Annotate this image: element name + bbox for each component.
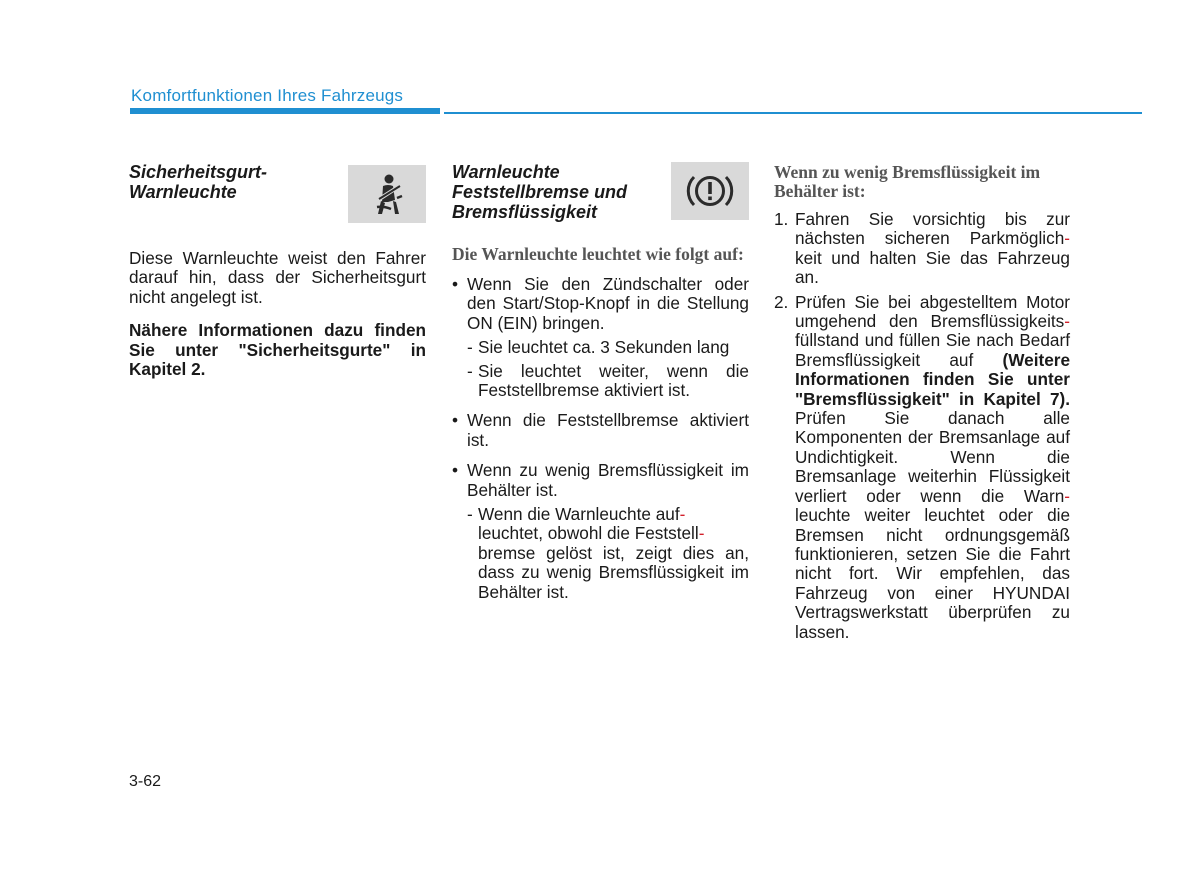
- sub-list-item: - Sie leuchtet weiter, wenn die Feststellbremse aktiviert ist.: [467, 360, 749, 401]
- header-rule-accent: [130, 108, 440, 114]
- section-header: [129, 160, 426, 223]
- body-text: Diese Warnleuchte weist den Fahrer darauf hin, dass der Sicherheitsgurt nicht angelegt ist.: [129, 248, 426, 307]
- sub-list-item: - Wenn die Warnleuchte auf- leuchtet, obwohl die Feststell- bremse gelöst ist, zeigt dies an, dass zu wenig Bremsflüssigkeit im Behälter ist.: [467, 504, 749, 602]
- page-number: 3-62: [129, 773, 162, 790]
- low-brake-fluid-section: [774, 160, 1070, 647]
- section-header: [452, 160, 749, 222]
- section-title: Warnleuchte Feststellbremse und Bremsflüssigkeit: [452, 162, 628, 222]
- condition-list: [452, 275, 749, 602]
- sub-list-item: - Sie leuchtet ca. 3 Sekunden lang: [467, 337, 730, 358]
- reference-note: Nähere Informationen dazu finden Sie unter "Sicherheitsgurte" in Kapitel 2.: [129, 320, 426, 380]
- seatbelt-warning-section: [129, 160, 426, 379]
- list-item: • Wenn Sie den Zündschalter oder den Start/Stop-Knopf in die Stellung ON (EIN) bringen. - Sie leuchtet ca. 3 Sekunden lang - Sie leuchtet weiter, wenn die Feststellbremse aktiviert ist.: [452, 274, 749, 401]
- brake-warning-section: [452, 160, 749, 613]
- list-item: 2. Prüfen Sie bei abgestelltem Motor umgehend den Bremsflüssigkeits- füllstand und füllen Sie nach Bedarf Bremsflüssigkeit auf (Weitere Informationen finden Sie unter "Bremsflüssigkeit" in Kapitel 7). Prüfen Sie danach alle Komponenten der Bremsanlage auf Undichtigkeit. Wenn die Bremsanlage weiterhin Flüssigkeit verliert oder wenn die Warn- leuchte weiter leuchtet oder die Bremsen nicht ordnungsgemäß funktionieren, setzen Sie die Fahrt nicht fort. Wir empfehlen, das Fahrzeug von einer HYUNDAI Vertragswerkstatt überprüfen zu lassen.: [774, 291, 1070, 642]
- list-item: • Wenn zu wenig Bremsflüssigkeit im Behälter ist. - Wenn die Warnleuchte auf- leuchtet, obwohl die Feststell- bremse gelöst ist, zeigt dies an, dass zu wenig Bremsflüssigkeit im Behälter ist.: [452, 460, 749, 602]
- sub-list: [467, 505, 749, 602]
- section-title: Sicherheitsgurt- Warnleuchte: [129, 162, 268, 202]
- list-item: • Wenn die Feststellbremse aktiviert ist.: [452, 410, 749, 450]
- procedure-list: [774, 210, 1070, 642]
- condition-heading: Die Warnleuchte leuchtet wie folgt auf:: [452, 244, 744, 264]
- brake-warning-icon: [671, 162, 749, 220]
- sub-list: [467, 338, 749, 400]
- procedure-heading: Wenn zu wenig Bremsflüssigkeit im Behälter ist:: [774, 162, 1041, 201]
- list-item: 1. Fahren Sie vorsichtig bis zur nächsten sicheren Parkmöglich- keit und halten Sie das Fahrzeug an.: [774, 209, 1070, 288]
- header-rule-line: [444, 112, 1142, 114]
- chapter-title: Komfortfunktionen Ihres Fahrzeugs: [131, 86, 404, 105]
- seatbelt-icon: [348, 165, 426, 223]
